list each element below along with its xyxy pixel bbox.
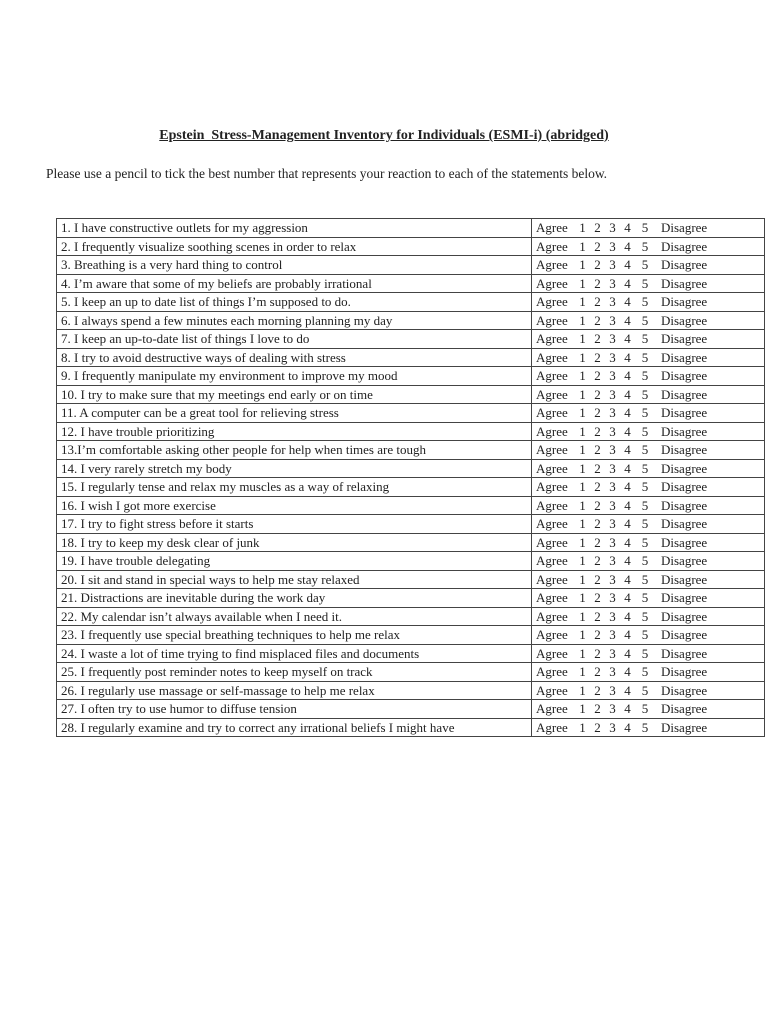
rating-option-5[interactable]: 5 [641, 608, 649, 624]
rating-option-3[interactable]: 3 [609, 534, 616, 550]
agree-label: Agree [536, 627, 568, 643]
rating-option-1[interactable]: 1 [579, 405, 586, 421]
rating-option-5[interactable]: 5 [641, 516, 649, 532]
agree-label: Agree [536, 645, 568, 661]
disagree-label: Disagree [661, 682, 708, 698]
table-row [57, 533, 765, 552]
rating-option-2[interactable]: 2 [594, 682, 601, 698]
rating-option-5[interactable]: 5 [641, 553, 649, 569]
rating-scale-cell [532, 404, 765, 423]
rating-option-1[interactable]: 1 [579, 275, 586, 291]
rating-option-4[interactable]: 4 [624, 553, 631, 569]
disagree-label: Disagree [661, 590, 708, 606]
rating-option-4[interactable]: 4 [624, 516, 631, 532]
rating-option-4[interactable]: 4 [624, 460, 631, 476]
rating-option-3[interactable]: 3 [609, 719, 616, 735]
disagree-label: Disagree [661, 386, 708, 402]
rating-option-5[interactable]: 5 [641, 497, 649, 513]
table-row [57, 219, 765, 238]
disagree-label: Disagree [661, 719, 708, 735]
rating-option-3[interactable]: 3 [609, 516, 616, 532]
disagree-label: Disagree [661, 497, 708, 513]
rating-option-1[interactable]: 1 [579, 627, 586, 643]
rating-option-2[interactable]: 2 [594, 701, 601, 717]
rating-scale-cell [532, 589, 765, 608]
rating-option-1[interactable]: 1 [579, 368, 586, 384]
disagree-label: Disagree [661, 701, 708, 717]
rating-option-5[interactable]: 5 [641, 645, 649, 661]
table-row [57, 330, 765, 349]
rating-scale-cell [532, 644, 765, 663]
rating-option-5[interactable]: 5 [641, 460, 649, 476]
rating-option-4[interactable]: 4 [624, 368, 631, 384]
rating-option-1[interactable]: 1 [579, 294, 586, 310]
rating-option-4[interactable]: 4 [624, 349, 631, 365]
agree-label: Agree [536, 312, 568, 328]
rating-option-5[interactable]: 5 [641, 386, 649, 402]
agree-label: Agree [536, 257, 568, 273]
agree-label: Agree [536, 238, 568, 254]
agree-label: Agree [536, 516, 568, 532]
rating-option-4[interactable]: 4 [624, 701, 631, 717]
rating-option-5[interactable]: 5 [641, 331, 649, 347]
rating-option-1[interactable]: 1 [579, 664, 586, 680]
rating-option-2[interactable]: 2 [594, 257, 601, 273]
agree-label: Agree [536, 534, 568, 550]
disagree-label: Disagree [661, 312, 708, 328]
rating-option-2[interactable]: 2 [594, 627, 601, 643]
rating-scale-cell [532, 681, 765, 700]
rating-scale-cell [532, 496, 765, 515]
rating-option-2[interactable]: 2 [594, 497, 601, 513]
rating-option-2[interactable]: 2 [594, 664, 601, 680]
rating-option-1[interactable]: 1 [579, 423, 586, 439]
agree-label: Agree [536, 497, 568, 513]
table-row [57, 274, 765, 293]
rating-scale-cell [532, 367, 765, 386]
statement-cell: 23. I frequently use special breathing techniques to help me relax [57, 626, 532, 645]
rating-option-2[interactable]: 2 [594, 405, 601, 421]
agree-label: Agree [536, 423, 568, 439]
rating-option-1[interactable]: 1 [579, 571, 586, 587]
rating-scale-cell [532, 552, 765, 571]
agree-label: Agree [536, 479, 568, 495]
rating-option-2[interactable]: 2 [594, 238, 601, 254]
agree-label: Agree [536, 682, 568, 698]
rating-option-5[interactable]: 5 [641, 238, 649, 254]
agree-label: Agree [536, 331, 568, 347]
rating-scale-cell [532, 663, 765, 682]
rating-option-2[interactable]: 2 [594, 331, 601, 347]
rating-option-2[interactable]: 2 [594, 423, 601, 439]
rating-option-3[interactable]: 3 [609, 682, 616, 698]
table-row [57, 626, 765, 645]
rating-option-3[interactable]: 3 [609, 275, 616, 291]
agree-label: Agree [536, 294, 568, 310]
rating-option-2[interactable]: 2 [594, 442, 601, 458]
statement-cell: 17. I try to fight stress before it starts [57, 515, 532, 534]
agree-label: Agree [536, 571, 568, 587]
agree-label: Agree [536, 386, 568, 402]
statement-cell: 16. I wish I got more exercise [57, 496, 532, 515]
rating-option-4[interactable]: 4 [624, 719, 631, 735]
rating-option-3[interactable]: 3 [609, 257, 616, 273]
rating-option-1[interactable]: 1 [579, 479, 586, 495]
rating-option-4[interactable]: 4 [624, 312, 631, 328]
rating-option-1[interactable]: 1 [579, 460, 586, 476]
table-row [57, 607, 765, 626]
disagree-label: Disagree [661, 405, 708, 421]
table-row [57, 441, 765, 460]
inventory-table-body [57, 219, 765, 737]
statement-cell: 3. Breathing is a very hard thing to control [57, 256, 532, 275]
rating-scale-cell [532, 718, 765, 737]
table-row [57, 589, 765, 608]
agree-label: Agree [536, 220, 568, 236]
rating-option-4[interactable]: 4 [624, 275, 631, 291]
rating-option-5[interactable]: 5 [641, 719, 649, 735]
rating-option-3[interactable]: 3 [609, 349, 616, 365]
rating-option-4[interactable]: 4 [624, 405, 631, 421]
table-row [57, 385, 765, 404]
rating-option-1[interactable]: 1 [579, 442, 586, 458]
disagree-label: Disagree [661, 516, 708, 532]
rating-option-1[interactable]: 1 [579, 516, 586, 532]
table-row [57, 644, 765, 663]
statement-cell: 11. A computer can be a great tool for relieving stress [57, 404, 532, 423]
rating-option-2[interactable]: 2 [594, 312, 601, 328]
table-row [57, 681, 765, 700]
rating-option-2[interactable]: 2 [594, 608, 601, 624]
rating-option-5[interactable]: 5 [641, 294, 649, 310]
rating-option-3[interactable]: 3 [609, 460, 616, 476]
rating-scale-cell [532, 293, 765, 312]
rating-option-3[interactable]: 3 [609, 553, 616, 569]
statement-cell: 19. I have trouble delegating [57, 552, 532, 571]
rating-option-4[interactable]: 4 [624, 664, 631, 680]
table-row [57, 293, 765, 312]
rating-option-5[interactable]: 5 [641, 590, 649, 606]
table-row [57, 515, 765, 534]
rating-option-5[interactable]: 5 [641, 534, 649, 550]
disagree-label: Disagree [661, 294, 708, 310]
disagree-label: Disagree [661, 645, 708, 661]
rating-scale-cell [532, 626, 765, 645]
statement-cell: 7. I keep an up-to-date list of things I love to do [57, 330, 532, 349]
rating-option-5[interactable]: 5 [641, 664, 649, 680]
rating-option-5[interactable]: 5 [641, 701, 649, 717]
rating-option-5[interactable]: 5 [641, 368, 649, 384]
rating-option-4[interactable]: 4 [624, 257, 631, 273]
statement-cell: 20. I sit and stand in special ways to help me stay relaxed [57, 570, 532, 589]
rating-option-3[interactable]: 3 [609, 423, 616, 439]
rating-option-5[interactable]: 5 [641, 423, 649, 439]
rating-option-1[interactable]: 1 [579, 312, 586, 328]
statement-cell: 8. I try to avoid destructive ways of dealing with stress [57, 348, 532, 367]
rating-scale-cell [532, 385, 765, 404]
rating-option-4[interactable]: 4 [624, 608, 631, 624]
statement-cell: 26. I regularly use massage or self-massage to help me relax [57, 681, 532, 700]
rating-option-2[interactable]: 2 [594, 719, 601, 735]
rating-scale-cell [532, 311, 765, 330]
agree-label: Agree [536, 719, 568, 735]
rating-option-5[interactable]: 5 [641, 349, 649, 365]
rating-scale-cell [532, 459, 765, 478]
disagree-label: Disagree [661, 423, 708, 439]
rating-option-2[interactable]: 2 [594, 275, 601, 291]
rating-scale-cell [532, 570, 765, 589]
agree-label: Agree [536, 368, 568, 384]
rating-scale-cell [532, 274, 765, 293]
statement-cell: 21. Distractions are inevitable during the work day [57, 589, 532, 608]
rating-scale-cell [532, 607, 765, 626]
rating-option-3[interactable]: 3 [609, 627, 616, 643]
table-row [57, 496, 765, 515]
rating-option-2[interactable]: 2 [594, 553, 601, 569]
rating-scale-cell [532, 515, 765, 534]
agree-label: Agree [536, 590, 568, 606]
rating-option-5[interactable]: 5 [641, 405, 649, 421]
rating-option-1[interactable]: 1 [579, 238, 586, 254]
rating-option-1[interactable]: 1 [579, 608, 586, 624]
rating-option-1[interactable]: 1 [579, 257, 586, 273]
table-row [57, 367, 765, 386]
rating-scale-cell [532, 237, 765, 256]
disagree-label: Disagree [661, 627, 708, 643]
rating-option-2[interactable]: 2 [594, 571, 601, 587]
rating-option-4[interactable]: 4 [624, 627, 631, 643]
agree-label: Agree [536, 442, 568, 458]
rating-scale-cell [532, 330, 765, 349]
rating-option-4[interactable]: 4 [624, 331, 631, 347]
rating-option-4[interactable]: 4 [624, 682, 631, 698]
rating-option-3[interactable]: 3 [609, 608, 616, 624]
rating-option-4[interactable]: 4 [624, 238, 631, 254]
disagree-label: Disagree [661, 275, 708, 291]
rating-option-5[interactable]: 5 [641, 627, 649, 643]
rating-option-2[interactable]: 2 [594, 516, 601, 532]
rating-option-3[interactable]: 3 [609, 497, 616, 513]
statement-cell: 15. I regularly tense and relax my muscles as a way of relaxing [57, 478, 532, 497]
rating-option-1[interactable]: 1 [579, 682, 586, 698]
rating-option-4[interactable]: 4 [624, 442, 631, 458]
rating-scale-cell [532, 219, 765, 238]
table-row [57, 237, 765, 256]
statement-cell: 10. I try to make sure that my meetings end early or on time [57, 385, 532, 404]
rating-scale-cell [532, 533, 765, 552]
rating-option-3[interactable]: 3 [609, 664, 616, 680]
disagree-label: Disagree [661, 664, 708, 680]
rating-option-1[interactable]: 1 [579, 220, 586, 236]
rating-option-3[interactable]: 3 [609, 368, 616, 384]
rating-option-3[interactable]: 3 [609, 645, 616, 661]
disagree-label: Disagree [661, 257, 708, 273]
rating-option-3[interactable]: 3 [609, 220, 616, 236]
agree-label: Agree [536, 608, 568, 624]
rating-scale-cell [532, 256, 765, 275]
statement-cell: 1. I have constructive outlets for my aggression [57, 219, 532, 238]
statement-cell: 25. I frequently post reminder notes to keep myself on track [57, 663, 532, 682]
instructions-text: Please use a pencil to tick the best number that represents your reaction to each of the statements below. [46, 166, 608, 181]
rating-option-3[interactable]: 3 [609, 312, 616, 328]
rating-option-3[interactable]: 3 [609, 442, 616, 458]
disagree-label: Disagree [661, 349, 708, 365]
statement-cell: 4. I’m aware that some of my beliefs are probably irrational [57, 274, 532, 293]
rating-option-5[interactable]: 5 [641, 220, 649, 236]
statement-cell: 22. My calendar isn’t always available when I need it. [57, 607, 532, 626]
statement-cell: 2. I frequently visualize soothing scenes in order to relax [57, 237, 532, 256]
disagree-label: Disagree [661, 553, 708, 569]
table-row [57, 311, 765, 330]
agree-label: Agree [536, 553, 568, 569]
rating-option-3[interactable]: 3 [609, 405, 616, 421]
rating-option-3[interactable]: 3 [609, 294, 616, 310]
rating-option-3[interactable]: 3 [609, 238, 616, 254]
rating-option-5[interactable]: 5 [641, 571, 649, 587]
document-title: Epstein Stress-Management Inventory for Individuals (ESMI-i) (abridged) [159, 128, 609, 143]
disagree-label: Disagree [661, 571, 708, 587]
rating-option-2[interactable]: 2 [594, 220, 601, 236]
rating-option-4[interactable]: 4 [624, 479, 631, 495]
rating-option-2[interactable]: 2 [594, 460, 601, 476]
agree-label: Agree [536, 349, 568, 365]
rating-option-2[interactable]: 2 [594, 368, 601, 384]
rating-option-5[interactable]: 5 [641, 479, 649, 495]
statement-cell: 27. I often try to use humor to diffuse tension [57, 700, 532, 719]
rating-scale-cell [532, 478, 765, 497]
disagree-label: Disagree [661, 534, 708, 550]
inventory-table [56, 218, 765, 737]
agree-label: Agree [536, 275, 568, 291]
disagree-label: Disagree [661, 608, 708, 624]
rating-option-4[interactable]: 4 [624, 423, 631, 439]
rating-option-2[interactable]: 2 [594, 645, 601, 661]
table-row [57, 663, 765, 682]
statement-cell: 6. I always spend a few minutes each morning planning my day [57, 311, 532, 330]
disagree-label: Disagree [661, 368, 708, 384]
rating-option-1[interactable]: 1 [579, 701, 586, 717]
disagree-label: Disagree [661, 479, 708, 495]
rating-option-3[interactable]: 3 [609, 386, 616, 402]
rating-option-1[interactable]: 1 [579, 349, 586, 365]
rating-option-4[interactable]: 4 [624, 220, 631, 236]
table-row [57, 422, 765, 441]
rating-option-2[interactable]: 2 [594, 479, 601, 495]
agree-label: Agree [536, 664, 568, 680]
disagree-label: Disagree [661, 442, 708, 458]
rating-option-1[interactable]: 1 [579, 497, 586, 513]
rating-option-3[interactable]: 3 [609, 571, 616, 587]
rating-scale-cell [532, 422, 765, 441]
table-row [57, 478, 765, 497]
rating-option-1[interactable]: 1 [579, 386, 586, 402]
rating-option-3[interactable]: 3 [609, 701, 616, 717]
statement-cell: 12. I have trouble prioritizing [57, 422, 532, 441]
rating-option-4[interactable]: 4 [624, 645, 631, 661]
rating-option-4[interactable]: 4 [624, 386, 631, 402]
rating-option-1[interactable]: 1 [579, 590, 586, 606]
statement-cell: 24. I waste a lot of time trying to find misplaced files and documents [57, 644, 532, 663]
rating-scale-cell [532, 700, 765, 719]
table-row [57, 718, 765, 737]
table-row [57, 256, 765, 275]
statement-cell: 18. I try to keep my desk clear of junk [57, 533, 532, 552]
statement-cell: 28. I regularly examine and try to correct any irrational beliefs I might have [57, 718, 532, 737]
table-row [57, 570, 765, 589]
rating-option-4[interactable]: 4 [624, 534, 631, 550]
statement-cell: 14. I very rarely stretch my body [57, 459, 532, 478]
rating-option-1[interactable]: 1 [579, 534, 586, 550]
rating-option-3[interactable]: 3 [609, 590, 616, 606]
table-row [57, 459, 765, 478]
rating-option-4[interactable]: 4 [624, 571, 631, 587]
table-row [57, 552, 765, 571]
rating-option-1[interactable]: 1 [579, 331, 586, 347]
disagree-label: Disagree [661, 331, 708, 347]
table-row [57, 348, 765, 367]
agree-label: Agree [536, 405, 568, 421]
rating-option-5[interactable]: 5 [641, 257, 649, 273]
rating-option-2[interactable]: 2 [594, 294, 601, 310]
rating-option-2[interactable]: 2 [594, 534, 601, 550]
rating-option-5[interactable]: 5 [641, 312, 649, 328]
table-row [57, 404, 765, 423]
statement-cell: 9. I frequently manipulate my environment to improve my mood [57, 367, 532, 386]
rating-option-1[interactable]: 1 [579, 719, 586, 735]
rating-option-2[interactable]: 2 [594, 590, 601, 606]
disagree-label: Disagree [661, 220, 708, 236]
rating-scale-cell [532, 441, 765, 460]
rating-option-5[interactable]: 5 [641, 682, 649, 698]
rating-scale-cell [532, 348, 765, 367]
statement-cell: 13.I’m comfortable asking other people for help when times are tough [57, 441, 532, 460]
rating-option-1[interactable]: 1 [579, 645, 586, 661]
statement-cell: 5. I keep an up to date list of things I’m supposed to do. [57, 293, 532, 312]
rating-option-5[interactable]: 5 [641, 442, 649, 458]
agree-label: Agree [536, 701, 568, 717]
rating-option-3[interactable]: 3 [609, 479, 616, 495]
rating-option-2[interactable]: 2 [594, 349, 601, 365]
rating-option-1[interactable]: 1 [579, 553, 586, 569]
rating-option-2[interactable]: 2 [594, 386, 601, 402]
agree-label: Agree [536, 460, 568, 476]
table-row [57, 700, 765, 719]
rating-option-4[interactable]: 4 [624, 294, 631, 310]
rating-option-4[interactable]: 4 [624, 590, 631, 606]
disagree-label: Disagree [661, 238, 708, 254]
rating-option-3[interactable]: 3 [609, 331, 616, 347]
rating-option-5[interactable]: 5 [641, 275, 649, 291]
rating-option-4[interactable]: 4 [624, 497, 631, 513]
disagree-label: Disagree [661, 460, 708, 476]
